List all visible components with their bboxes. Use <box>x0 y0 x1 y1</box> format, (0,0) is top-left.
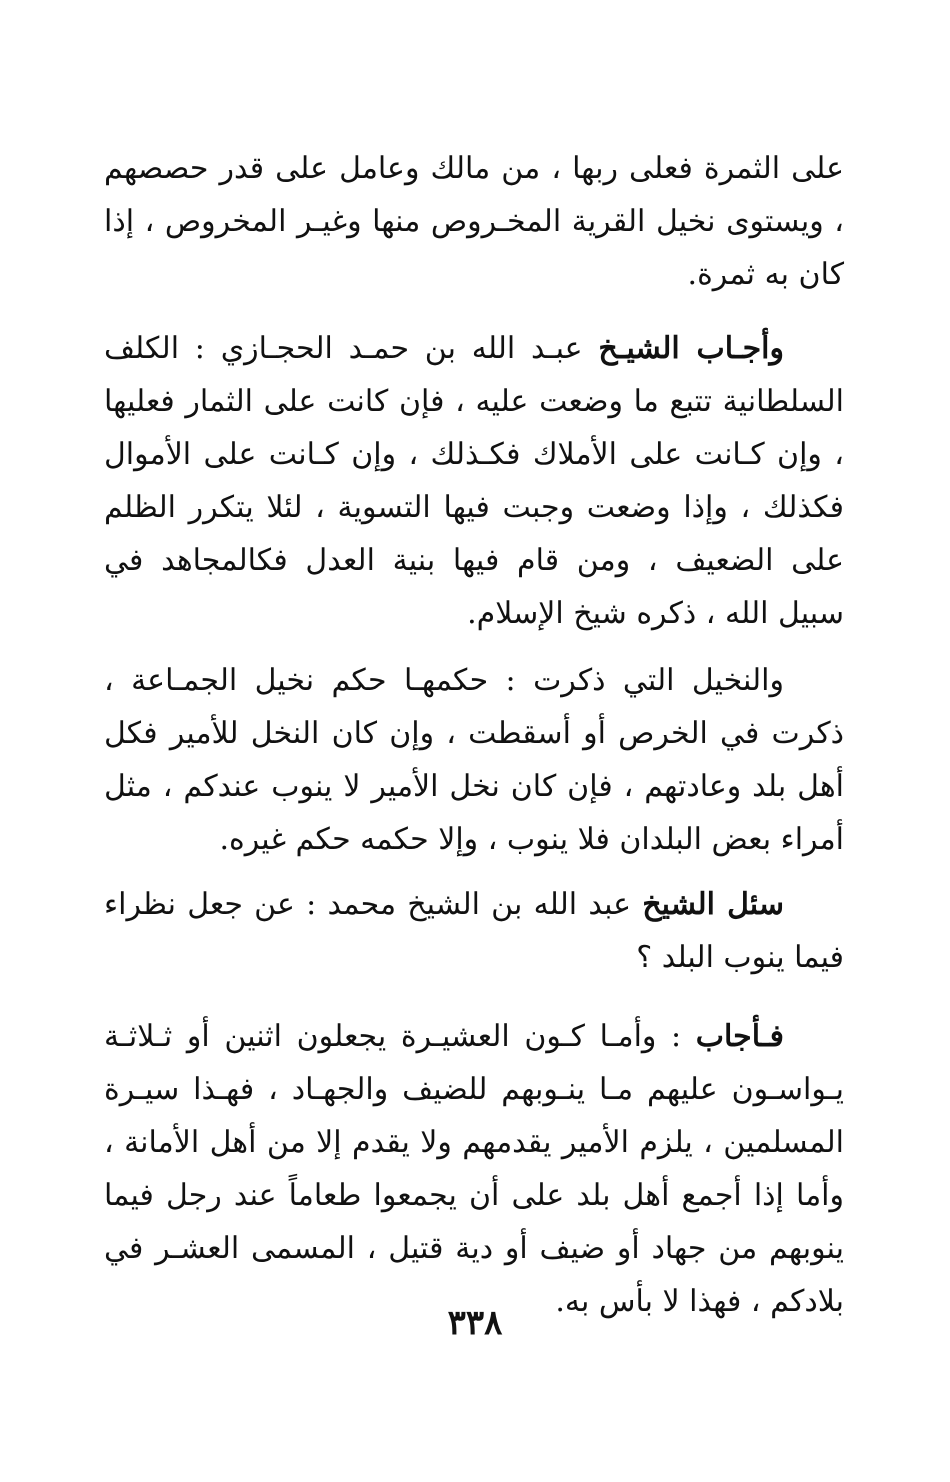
page-number: ٣٣٨ <box>447 1303 503 1343</box>
paragraph-4-lead: سئل الشيخ <box>642 887 784 922</box>
paragraph-2-lead: وأجـاب الشيـخ <box>598 331 784 366</box>
paragraph-1 <box>104 142 844 301</box>
page-body <box>104 142 844 1328</box>
paragraph-5-text: : وأمـا كـون العشيـرة يجعلون اثنين أو ثـلاثـة يـواسـون عليهم مـا ينـوبهم للضيف والجهـاد ، فهـذا سيـرة المسلمين ، يلزم الأمير يقدمهم ولا يقدم إلا من أهل الأمانة ، وأما إذا أجمع أهل بلد على أن يجمعوا طعاماً عند رجل فيما ينوبهم من جهاد أو ضيف أو دية قتيل ، المسمى العشـر في بلادكم ، فهذا لا بأس به. <box>104 1019 844 1319</box>
paragraph-5 <box>104 1010 844 1328</box>
paragraph-5-lead: فـأجاب <box>695 1019 784 1054</box>
paragraph-4-text: عبد الله بن الشيخ محمد : عن جعل نظراء فيما ينوب البلد ؟ <box>104 887 844 975</box>
paragraph-3-text: والنخيل التي ذكرت : حكمهـا حكم نخيل الجمـاعة ، ذكرت في الخرص أو أسقطت ، وإن كان النخل للأمير فكل أهل بلد وعادتهم ، فإن كان نخل الأمير لا ينوب عندكم ، مثل أمراء بعض البلدان فلا ينوب ، وإلا حكمه حكم غيره. <box>104 663 844 857</box>
paragraph-1-text: على الثمرة فعلى ربها ، من مالك وعامل على قدر حصصهم ، ويستوى نخيل القرية المخـروص منها وغيـر المخروص ، إذا كان به ثمرة. <box>104 151 844 292</box>
paragraph-3 <box>104 654 844 866</box>
paragraph-2 <box>104 322 844 640</box>
paragraph-2-text: عبـد الله بن حمـد الحجـازي : الكلف السلطانية تتبع ما وضعت عليه ، فإن كانت على الثمار فعليها ، وإن كـانت على الأملاك فكـذلك ، وإن كـانت على الأموال فكذلك ، وإذا وضعت وجبت فيها التسوية ، لئلا يتكرر الظلم على الضعيف ، ومن قام فيها بنية العدل فكالمجاهد في سبيل الله ، ذكره شيخ الإسلام. <box>104 331 844 631</box>
paragraph-4 <box>104 878 844 984</box>
